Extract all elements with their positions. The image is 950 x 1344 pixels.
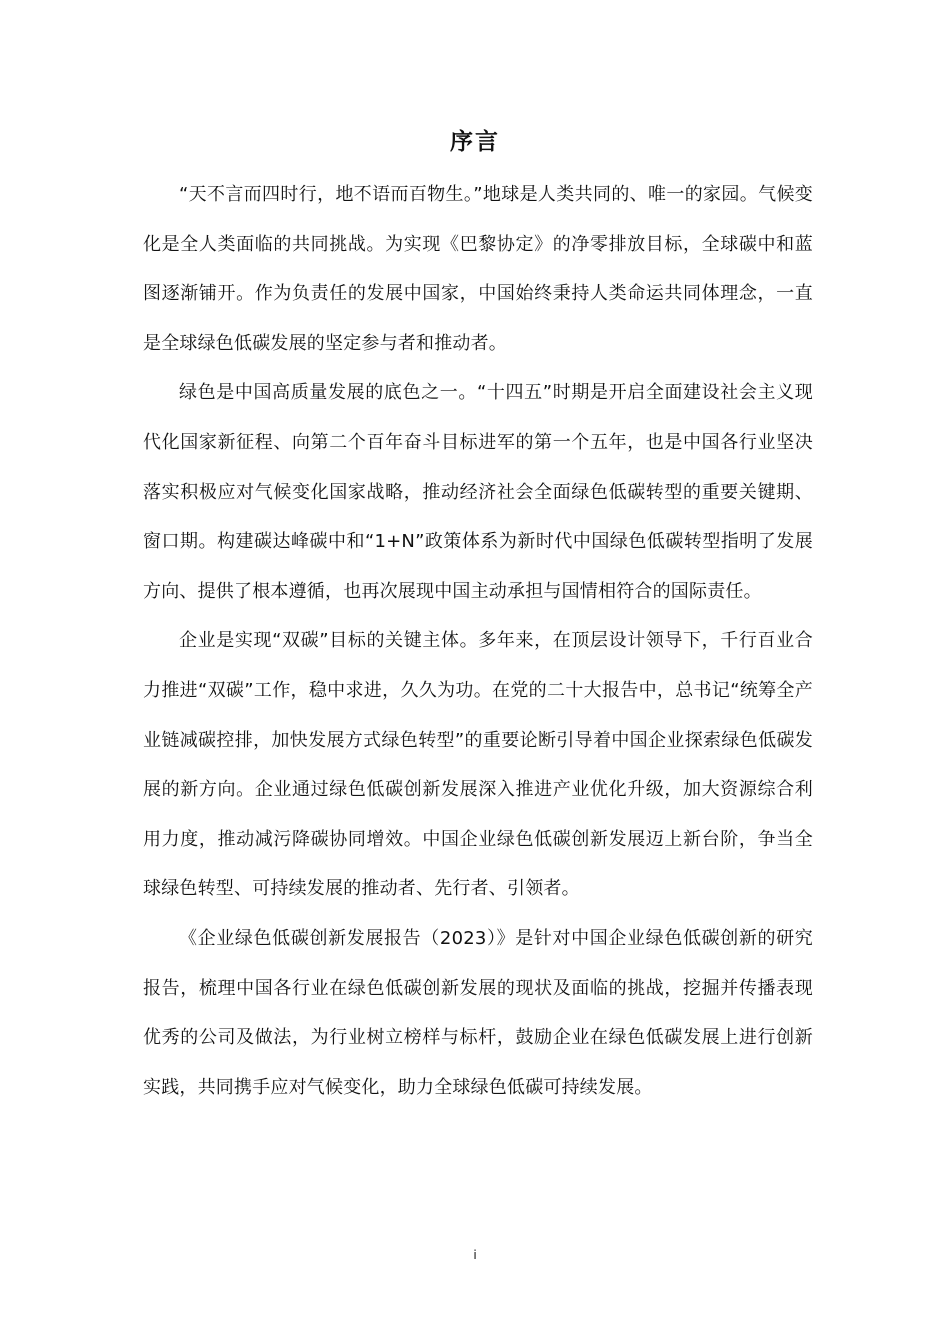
page-number: i: [473, 1248, 477, 1262]
page-title: 序言: [450, 129, 500, 155]
paragraph-3: 企业是实现“双碳”目标的关键主体。多年来，在顶层设计领导下，千行百业合力推进“双碳”工作，稳中求进，久久为功。在党的二十大报告中，总书记“统筹全产业链减碳控排，加快发展方式绿色转型”的重要论断引导着中国企业探索绿色低碳发展的新方向。企业通过绿色低碳创新发展深入推进产业优化升级，加大资源综合利用力度，推动减污降碳协同增效。中国企业绿色低碳创新发展迈上新台阶，争当全球绿色转型、可持续发展的推动者、先行者、引领者。: [143, 630, 813, 900]
paragraph-2: 绿色是中国高质量发展的底色之一。“十四五”时期是开启全面建设社会主义现代化国家新征程、向第二个百年奋斗目标进军的第一个五年，也是中国各行业坚决落实积极应对气候变化国家战略，推动经济社会全面绿色低碳转型的重要关键期、窗口期。构建碳达峰碳中和“1+N”政策体系为新时代中国绿色低碳转型指明了发展方向、提供了根本遵循，也再次展现中国主动承担与国情相符合的国际责任。: [143, 382, 813, 602]
preface-body: [143, 170, 813, 1112]
paragraph-4: 《企业绿色低碳创新发展报告（2023）》是针对中国企业绿色低碳创新的研究报告，梳理中国各行业在绿色低碳创新发展的现状及面临的挑战，挖掘并传播表现优秀的公司及做法，为行业树立榜样与标杆，鼓励企业在绿色低碳发展上进行创新实践，共同携手应对气候变化，助力全球绿色低碳可持续发展。: [143, 927, 813, 1098]
paragraph-1: “天不言而四时行，地不语而百物生。”地球是人类共同的、唯一的家园。气候变化是全人类面临的共同挑战。为实现《巴黎协定》的净零排放目标，全球碳中和蓝图逐渐铺开。作为负责任的发展中国家，中国始终秉持人类命运共同体理念，一直是全球绿色低碳发展的坚定参与者和推动者。: [143, 184, 813, 354]
